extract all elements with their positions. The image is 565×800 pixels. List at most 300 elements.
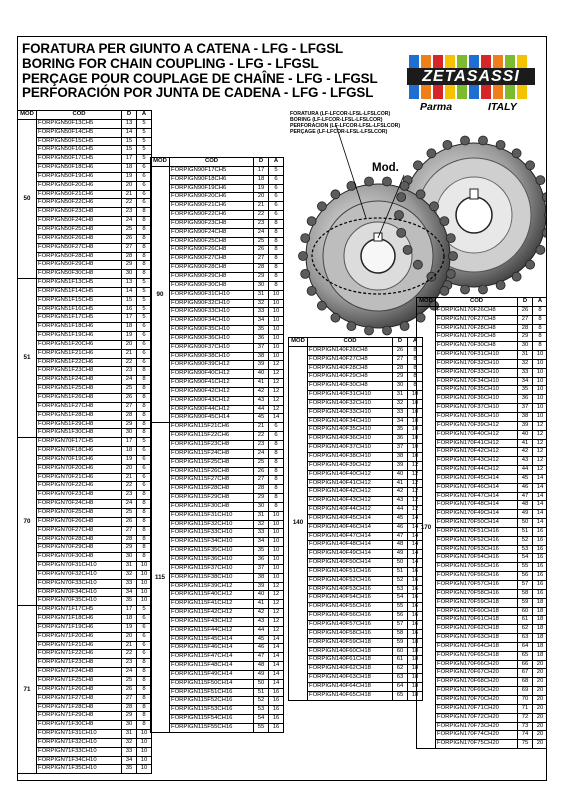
table-row <box>18 172 152 181</box>
d-cell: 70 <box>518 695 533 704</box>
cod-cell: FORPIGN140F55CH16 <box>308 603 393 612</box>
table-row <box>289 479 423 488</box>
d-cell: 58 <box>393 629 408 638</box>
a-cell: 10 <box>408 426 423 435</box>
table-row <box>417 625 548 634</box>
a-cell: 16 <box>533 545 548 554</box>
table-row <box>289 585 423 594</box>
title-block <box>22 42 378 101</box>
d-cell: 29 <box>122 261 137 270</box>
cod-cell: FORPIGN170F60CH18 <box>436 607 518 616</box>
cod-cell: FORPIGN115F41CH12 <box>170 600 254 609</box>
cod-cell: FORPIGN170F67CH20 <box>436 669 518 678</box>
a-cell: 16 <box>269 697 284 706</box>
cod-cell: FORPIGN71F19CH6 <box>37 623 122 632</box>
a-cell: 16 <box>533 572 548 581</box>
d-cell: 30 <box>122 270 137 279</box>
a-cell: 10 <box>137 765 152 774</box>
a-cell: 12 <box>408 461 423 470</box>
cod-cell: FORPIGN70F26CH8 <box>37 517 122 526</box>
a-cell: 12 <box>408 497 423 506</box>
a-cell: 12 <box>533 430 548 439</box>
cod-header: COD <box>170 158 254 167</box>
d-cell: 61 <box>518 616 533 625</box>
a-cell: 12 <box>408 479 423 488</box>
table-row <box>18 677 152 686</box>
table-row <box>151 635 284 644</box>
a-cell: 8 <box>137 703 152 712</box>
a-cell: 10 <box>269 352 284 361</box>
a-cell: 12 <box>269 609 284 618</box>
d-cell: 21 <box>254 423 269 432</box>
sprocket-tooth <box>427 272 436 281</box>
a-cell: 12 <box>533 466 548 475</box>
d-cell: 17 <box>122 314 137 323</box>
cod-cell: FORPIGN170F42CH12 <box>436 448 518 457</box>
cod-cell: FORPIGN51F14CH5 <box>37 287 122 296</box>
cod-cell: FORPIGN115F32CH10 <box>170 520 254 529</box>
cod-cell: FORPIGN90F25CH8 <box>170 237 254 246</box>
d-cell: 19 <box>122 332 137 341</box>
a-cell: 10 <box>269 290 284 299</box>
table-row <box>417 430 548 439</box>
a-cell: 12 <box>269 370 284 379</box>
a-cell: 14 <box>269 679 284 688</box>
d-cell: 14 <box>122 128 137 137</box>
cod-cell: FORPIGN170F45CH14 <box>436 474 518 483</box>
a-cell: 8 <box>137 553 152 562</box>
a-cell: 16 <box>408 576 423 585</box>
table-row <box>151 334 284 343</box>
d-cell: 34 <box>122 588 137 597</box>
a-cell: 16 <box>408 594 423 603</box>
a-cell: 14 <box>533 501 548 510</box>
sprocket-tooth <box>331 190 340 199</box>
table-row <box>151 467 284 476</box>
d-cell: 28 <box>518 324 533 333</box>
a-cell: 12 <box>408 470 423 479</box>
title-english: BORING FOR CHAIN COUPLING - LFG - LFGSL <box>22 55 319 71</box>
a-cell: 5 <box>137 146 152 155</box>
d-cell: 27 <box>254 255 269 264</box>
a-cell: 8 <box>137 234 152 243</box>
table-row <box>417 404 548 413</box>
d-cell: 29 <box>254 494 269 503</box>
a-cell: 10 <box>533 351 548 360</box>
table-row <box>18 349 152 358</box>
table-row <box>151 653 284 662</box>
d-cell: 29 <box>122 712 137 721</box>
a-cell: 8 <box>269 494 284 503</box>
d-cell: 64 <box>518 642 533 651</box>
table-row <box>289 461 423 470</box>
table-row <box>151 609 284 618</box>
cod-cell: FORPIGN71F33CH10 <box>37 747 122 756</box>
a-cell: 12 <box>269 617 284 626</box>
cod-cell: FORPIGN115F47CH14 <box>170 653 254 662</box>
d-cell: 25 <box>122 508 137 517</box>
cod-cell: FORPIGN50F15CH5 <box>37 137 122 146</box>
table-row <box>18 694 152 703</box>
table-row <box>417 695 548 704</box>
table-row <box>18 181 152 190</box>
figure-callout <box>290 112 400 136</box>
a-cell: 6 <box>137 464 152 473</box>
cod-cell: FORPIGN71F21CH6 <box>37 641 122 650</box>
d-cell: 36 <box>254 334 269 343</box>
table-row <box>417 368 548 377</box>
boring-table-mod-170 <box>416 297 547 749</box>
cod-cell: FORPIGN170F44CH12 <box>436 466 518 475</box>
d-cell: 23 <box>122 208 137 217</box>
cod-cell: FORPIGN140F45CH14 <box>308 514 393 523</box>
a-cell: 8 <box>137 526 152 535</box>
a-cell: 5 <box>137 606 152 615</box>
cod-cell: FORPIGN71F26CH8 <box>37 685 122 694</box>
table-row <box>289 408 423 417</box>
cod-cell: FORPIGN50F24CH8 <box>37 217 122 226</box>
cod-cell: FORPIGN50F28CH8 <box>37 252 122 261</box>
boring-table-mod-50-71 <box>17 110 152 774</box>
table-row <box>18 747 152 756</box>
table-row <box>151 626 284 635</box>
a-cell: 6 <box>137 323 152 332</box>
sprocket-tooth <box>526 161 535 170</box>
table-row <box>18 429 152 438</box>
d-cell: 50 <box>254 679 269 688</box>
table-row <box>18 367 152 376</box>
mod-header: MOD <box>151 158 170 167</box>
cod-cell: FORPIGN115F29CH8 <box>170 494 254 503</box>
cod-cell: FORPIGN115F55CH16 <box>170 724 254 733</box>
d-cell: 52 <box>254 697 269 706</box>
table-row <box>18 270 152 279</box>
a-cell: 10 <box>408 391 423 400</box>
mod-header: MOD <box>18 111 37 120</box>
a-cell: 10 <box>408 452 423 461</box>
a-cell: 5 <box>137 279 152 288</box>
cod-cell: FORPIGN90F31CH10 <box>170 290 254 299</box>
d-cell: 27 <box>122 694 137 703</box>
a-cell: 8 <box>137 668 152 677</box>
d-cell: 47 <box>393 532 408 541</box>
d-cell: 73 <box>518 722 533 731</box>
d-cell: 45 <box>254 414 269 423</box>
d-cell: 44 <box>393 506 408 515</box>
a-cell: 12 <box>533 439 548 448</box>
d-cell: 26 <box>122 517 137 526</box>
cod-cell: FORPIGN170F29CH8 <box>436 333 518 342</box>
a-cell: 8 <box>137 270 152 279</box>
sprocket-tooth <box>403 245 412 254</box>
d-cell: 35 <box>254 547 269 556</box>
a-cell: 6 <box>137 190 152 199</box>
title-italian: FORATURA PER GIUNTO A CATENA - LFG - LFGSL <box>22 41 344 56</box>
cod-cell: FORPIGN115F44CH12 <box>170 626 254 635</box>
cod-cell: FORPIGN115F23CH8 <box>170 441 254 450</box>
a-cell: 20 <box>533 722 548 731</box>
a-cell: 6 <box>137 623 152 632</box>
d-cell: 33 <box>122 747 137 756</box>
table-row <box>151 272 284 281</box>
table-row <box>18 190 152 199</box>
a-cell: 16 <box>533 589 548 598</box>
cod-cell: FORPIGN71F17CH5 <box>37 606 122 615</box>
d-cell: 25 <box>122 225 137 234</box>
table-row <box>18 544 152 553</box>
table-row <box>18 164 152 173</box>
d-cell: 54 <box>393 594 408 603</box>
cod-cell: FORPIGN140F39CH12 <box>308 461 393 470</box>
cod-cell: FORPIGN115F51CH16 <box>170 688 254 697</box>
cod-cell: FORPIGN71F23CH8 <box>37 659 122 668</box>
cod-cell: FORPIGN71F24CH8 <box>37 668 122 677</box>
d-cell: 25 <box>122 677 137 686</box>
table-row <box>289 532 423 541</box>
boring-table-mod-90-115 <box>150 157 284 733</box>
cod-cell: FORPIGN115F35CH10 <box>170 547 254 556</box>
sprocket-tooth <box>395 211 404 220</box>
table-row <box>289 656 423 665</box>
d-cell: 44 <box>254 626 269 635</box>
cod-cell: FORPIGN90F32CH10 <box>170 299 254 308</box>
d-cell: 24 <box>122 500 137 509</box>
table-row <box>417 315 548 324</box>
table-row <box>151 458 284 467</box>
a-cell: 8 <box>269 219 284 228</box>
d-cell: 39 <box>393 461 408 470</box>
cod-cell: FORPIGN140F35CH10 <box>308 426 393 435</box>
boring-table-mod-140 <box>288 337 423 701</box>
a-cell: 18 <box>408 682 423 691</box>
d-cell: 69 <box>518 687 533 696</box>
a-cell: 8 <box>408 382 423 391</box>
a-cell: 8 <box>137 721 152 730</box>
d-cell: 45 <box>254 635 269 644</box>
cod-cell: FORPIGN170F53CH16 <box>436 545 518 554</box>
d-cell: 55 <box>254 724 269 733</box>
d-cell: 28 <box>122 252 137 261</box>
table-row <box>151 547 284 556</box>
table-row <box>151 246 284 255</box>
table-row <box>18 765 152 774</box>
table-row <box>18 526 152 535</box>
a-cell: 16 <box>408 629 423 638</box>
d-cell: 34 <box>122 756 137 765</box>
table-row <box>151 290 284 299</box>
table-row <box>289 444 423 453</box>
a-cell: 8 <box>269 228 284 237</box>
table-row <box>417 669 548 678</box>
a-cell: 10 <box>533 359 548 368</box>
cod-cell: FORPIGN170F55CH16 <box>436 563 518 572</box>
d-header: D <box>122 111 137 120</box>
a-cell: 6 <box>137 447 152 456</box>
a-cell: 12 <box>269 405 284 414</box>
cod-cell: FORPIGN90F23CH8 <box>170 219 254 228</box>
table-header-row <box>289 338 423 347</box>
a-cell: 8 <box>137 385 152 394</box>
cod-cell: FORPIGN50F13CH5 <box>37 119 122 128</box>
cod-cell: FORPIGN50F20CH6 <box>37 181 122 190</box>
sprocket-tooth <box>301 269 310 278</box>
d-cell: 30 <box>122 553 137 562</box>
d-cell: 29 <box>254 272 269 281</box>
a-cell: 16 <box>269 715 284 724</box>
a-cell: 8 <box>137 367 152 376</box>
table-row <box>18 756 152 765</box>
cod-cell: FORPIGN140F52CH16 <box>308 576 393 585</box>
a-cell: 14 <box>533 519 548 528</box>
table-row <box>151 211 284 220</box>
table-row <box>151 662 284 671</box>
a-cell: 8 <box>533 333 548 342</box>
table-row <box>18 155 152 164</box>
sprocket-tooth <box>365 177 374 186</box>
cod-cell: FORPIGN90F45CH14 <box>170 414 254 423</box>
cod-cell: FORPIGN140F41CH12 <box>308 479 393 488</box>
a-cell: 10 <box>269 343 284 352</box>
cod-cell: FORPIGN71F35CH10 <box>37 765 122 774</box>
sprocket-tooth <box>347 322 356 331</box>
table-row <box>289 497 423 506</box>
cod-cell: FORPIGN90F27CH8 <box>170 255 254 264</box>
cod-cell: FORPIGN71F30CH8 <box>37 721 122 730</box>
table-row <box>151 449 284 458</box>
d-cell: 64 <box>393 682 408 691</box>
d-cell: 22 <box>254 211 269 220</box>
cod-cell: FORPIGN140F29CH8 <box>308 373 393 382</box>
sprocket-tooth <box>512 272 521 281</box>
table-row <box>417 474 548 483</box>
cod-cell: FORPIGN170F38CH10 <box>436 412 518 421</box>
a-cell: 8 <box>269 272 284 281</box>
table-row <box>18 128 152 137</box>
table-row <box>151 511 284 520</box>
table-row <box>18 641 152 650</box>
d-cell: 24 <box>122 668 137 677</box>
a-cell: 16 <box>533 536 548 545</box>
d-cell: 40 <box>254 370 269 379</box>
cod-cell: FORPIGN170F32CH10 <box>436 359 518 368</box>
d-cell: 35 <box>254 326 269 335</box>
a-cell: 8 <box>137 261 152 270</box>
cod-cell: FORPIGN170F31CH10 <box>436 351 518 360</box>
cod-cell: FORPIGN51F20CH6 <box>37 340 122 349</box>
d-cell: 29 <box>393 373 408 382</box>
cod-cell: FORPIGN70F31CH10 <box>37 562 122 571</box>
brand-name: ZETASASSI <box>407 68 535 85</box>
d-cell: 17 <box>254 166 269 175</box>
cod-cell: FORPIGN170F65CH18 <box>436 651 518 660</box>
a-cell: 8 <box>137 712 152 721</box>
cod-cell: FORPIGN51F17CH5 <box>37 314 122 323</box>
d-cell: 43 <box>254 617 269 626</box>
cod-cell: FORPIGN115F31CH10 <box>170 511 254 520</box>
a-cell: 10 <box>137 738 152 747</box>
sprocket-tooth <box>397 228 406 237</box>
sprocket-tooth <box>461 285 470 294</box>
table-row <box>151 414 284 423</box>
cod-cell: FORPIGN140F40CH12 <box>308 470 393 479</box>
cod-cell: FORPIGN70F29CH8 <box>37 544 122 553</box>
table-row <box>417 359 548 368</box>
d-cell: 28 <box>393 364 408 373</box>
table-row <box>417 678 548 687</box>
a-cell: 18 <box>533 598 548 607</box>
d-header: D <box>518 298 533 307</box>
cod-cell: FORPIGN170F54CH16 <box>436 554 518 563</box>
a-cell: 8 <box>137 500 152 509</box>
cod-cell: FORPIGN50F30CH8 <box>37 270 122 279</box>
a-cell: 16 <box>408 621 423 630</box>
cod-cell: FORPIGN50F18CH6 <box>37 164 122 173</box>
a-cell: 20 <box>533 740 548 749</box>
table-row <box>18 358 152 367</box>
a-cell: 12 <box>533 457 548 466</box>
table-row <box>289 559 423 568</box>
d-cell: 17 <box>122 438 137 447</box>
table-row <box>151 175 284 184</box>
a-cell: 8 <box>137 394 152 403</box>
cod-cell: FORPIGN170F70CH20 <box>436 695 518 704</box>
a-header: A <box>137 111 152 120</box>
d-cell: 28 <box>254 485 269 494</box>
table-row <box>151 255 284 264</box>
a-cell: 6 <box>137 650 152 659</box>
cod-cell: FORPIGN170F64CH18 <box>436 642 518 651</box>
d-cell: 59 <box>393 638 408 647</box>
cod-cell: FORPIGN51F30CH8 <box>37 429 122 438</box>
table-row <box>18 376 152 385</box>
cod-cell: FORPIGN170F46CH14 <box>436 483 518 492</box>
table-row <box>417 589 548 598</box>
d-cell: 26 <box>518 306 533 315</box>
table-row <box>289 470 423 479</box>
table-row <box>18 721 152 730</box>
cod-cell: FORPIGN115F43CH12 <box>170 617 254 626</box>
a-cell: 14 <box>408 559 423 568</box>
a-cell: 12 <box>408 506 423 515</box>
sprocket-tooth <box>307 217 316 226</box>
a-cell: 10 <box>408 444 423 453</box>
table-row <box>151 299 284 308</box>
table-row <box>18 279 152 288</box>
cod-cell: FORPIGN51F13CH5 <box>37 279 122 288</box>
a-cell: 8 <box>137 508 152 517</box>
cod-cell: FORPIGN51F25CH8 <box>37 385 122 394</box>
cod-cell: FORPIGN90F39CH12 <box>170 361 254 370</box>
table-row <box>289 612 423 621</box>
table-row <box>18 482 152 491</box>
d-cell: 59 <box>518 598 533 607</box>
d-cell: 51 <box>254 688 269 697</box>
cod-cell: FORPIGN51F16CH5 <box>37 305 122 314</box>
d-cell: 53 <box>393 585 408 594</box>
d-cell: 32 <box>122 570 137 579</box>
a-cell: 10 <box>137 747 152 756</box>
brand-country: ITALY <box>488 101 517 113</box>
a-cell: 14 <box>408 550 423 559</box>
a-cell: 10 <box>408 408 423 417</box>
cod-cell: FORPIGN115F33CH10 <box>170 529 254 538</box>
table-row <box>151 370 284 379</box>
table-row <box>151 237 284 246</box>
cod-cell: FORPIGN70F35CH10 <box>37 597 122 606</box>
table-row <box>289 382 423 391</box>
table-row <box>289 647 423 656</box>
cod-cell: FORPIGN170F30CH8 <box>436 342 518 351</box>
